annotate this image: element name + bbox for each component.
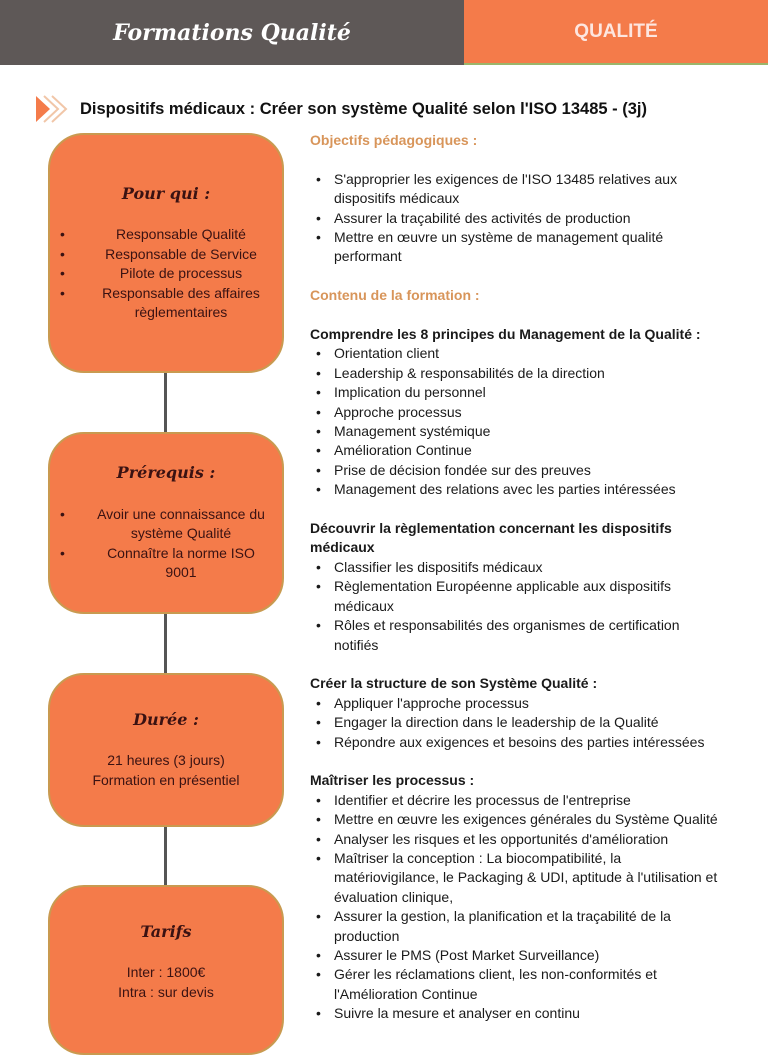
prereq-item: • Avoir une connaissance du système Qualité [50, 505, 282, 544]
audience-item: • Responsable Qualité [50, 225, 282, 245]
section-item: • Appliquer l'approche processus [310, 694, 750, 713]
section-item: • Engager la direction dans le leadership de la Qualité [310, 713, 750, 732]
objective-item: • Assurer la traçabilité des activités de production [310, 209, 750, 228]
audience-item: • Responsable de Service [50, 245, 282, 265]
pricing-box [48, 885, 284, 1055]
section-item: • Identifier et décrire les processus de l'entreprise [310, 791, 750, 810]
prereq-box [48, 432, 284, 614]
duration-box [48, 673, 284, 827]
section-item: • Leadership & responsabilités de la direction [310, 364, 750, 383]
section-item: • Maîtriser la conception : La biocompatibilité, la matériovigilance, le Packaging & UDI, aptitude à l'utilisation et évaluation clinique, [310, 849, 750, 907]
section-item: • Rôles et responsabilités des organismes de certification notifiés [310, 616, 750, 655]
double-chevron-icon [34, 94, 72, 124]
section-item: • Approche processus [310, 403, 750, 422]
section-item: • Assurer la gestion, la planification et la traçabilité de la production [310, 907, 750, 946]
section-item: • Implication du personnel [310, 383, 750, 402]
header-category: QUALITÉ [574, 20, 658, 42]
duration-hours: 21 heures (3 jours) [107, 752, 225, 769]
pricing-intra: Intra : sur devis [118, 983, 214, 1000]
objective-item: • Mettre en œuvre un système de management qualité performant [310, 228, 750, 267]
header-title: Formations Qualité [113, 19, 351, 46]
audience-box [48, 133, 284, 373]
section-item: • Analyser les risques et les opportunités d'amélioration [310, 830, 750, 849]
audience-title: Pour qui : [121, 183, 211, 203]
duration-title: Durée : [133, 709, 199, 729]
objective-item: • S'approprier les exigences de l'ISO 13485 relatives aux dispositifs médicaux [310, 170, 750, 209]
audience-item: • Responsable des affaires règlementaires [50, 284, 282, 323]
header-title-bar [0, 0, 464, 65]
course-title: Dispositifs médicaux : Créer son système Qualité selon l'ISO 13485 - (3j) [80, 99, 647, 118]
section-title: Comprendre les 8 principes du Management de la Qualité : [310, 326, 701, 343]
objectives-list [310, 170, 750, 267]
course-title-row [34, 94, 647, 124]
pricing-inter: Inter : 1800€ [126, 964, 206, 981]
section-item: • Management des relations avec les parties intéressées [310, 480, 750, 499]
section-item: • Orientation client [310, 344, 750, 363]
section-item: • Règlementation Européenne applicable aux dispositifs médicaux [310, 577, 750, 616]
course-details [310, 131, 750, 1043]
section-item: • Prise de décision fondée sur des preuves [310, 461, 750, 480]
pricing-title: Tarifs [140, 921, 192, 941]
section-title: Créer la structure de son Système Qualité : [310, 675, 598, 692]
duration-mode: Formation en présentiel [92, 771, 240, 788]
header-category-bar [464, 0, 768, 65]
section-item: • Suivre la mesure et analyser en continu [310, 1004, 750, 1023]
section-item: • Assurer le PMS (Post Market Surveillance) [310, 946, 750, 965]
section-title: Découvrir la règlementation concernant les dispositifs médicaux [310, 520, 672, 556]
content-heading: Contenu de la formation : [310, 287, 480, 304]
section-item: • Mettre en œuvre les exigences générales du Système Qualité [310, 810, 750, 829]
section-item: • Répondre aux exigences et besoins des parties intéressées [310, 733, 750, 752]
section-item: • Gérer les réclamations client, les non-conformités et l'Amélioration Continue [310, 965, 750, 1004]
section-title: Maîtriser les processus : [310, 772, 475, 789]
audience-item: • Pilote de processus [50, 264, 282, 284]
objectives-heading: Objectifs pédagogiques : [310, 132, 478, 148]
section-item: • Amélioration Continue [310, 441, 750, 460]
section-item: • Classifier les dispositifs médicaux [310, 558, 750, 577]
prereq-title: Prérequis : [116, 463, 216, 483]
section-item: • Management systémique [310, 422, 750, 441]
prereq-item: • Connaître la norme ISO 9001 [50, 544, 282, 583]
